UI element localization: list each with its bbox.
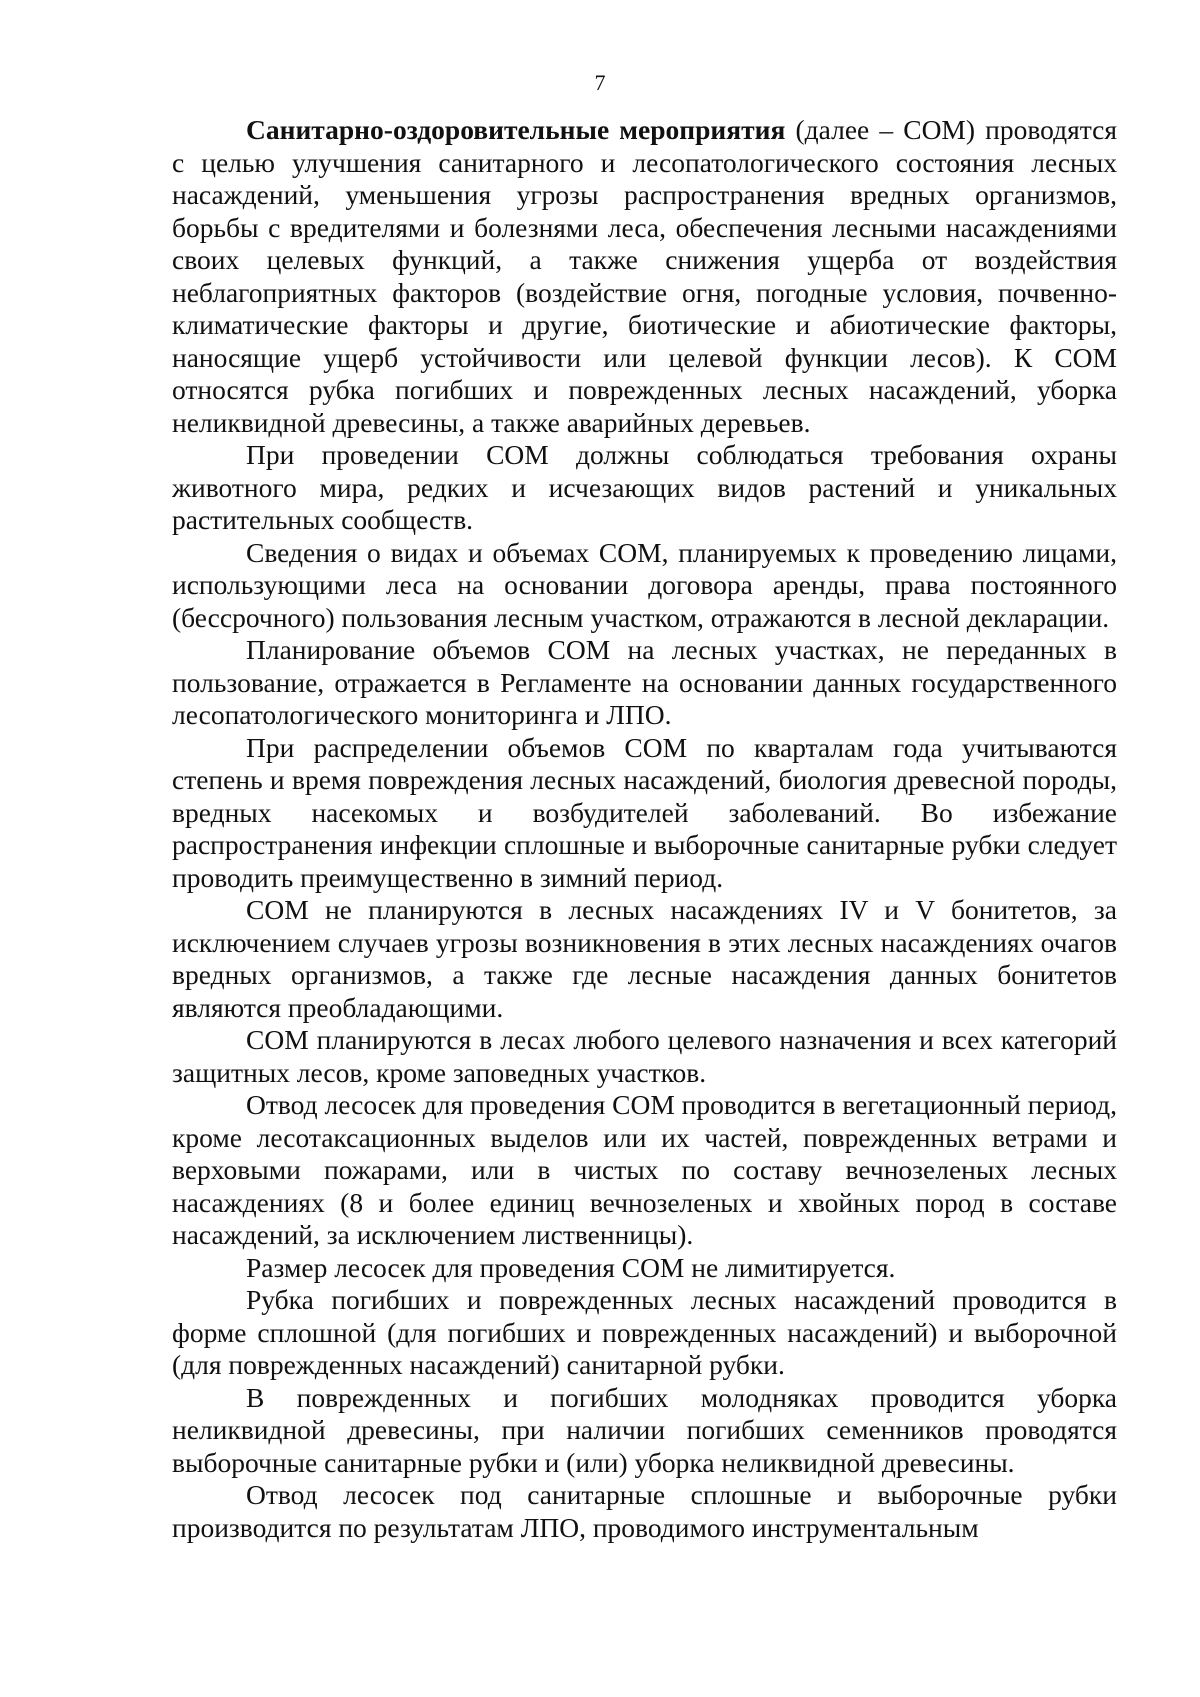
document-body (172, 114, 1117, 1544)
paragraph-planning-volumes: Планирование объемов СОМ на лесных участках, не переданных в пользование, отражается в Регламенте на основании данных государственного лесопатологического мониторинга и ЛПО. (172, 634, 1117, 730)
paragraph-protection-requirements: При проведении СОМ должны соблюдаться требования охраны животного мира, редких и исчезающих видов растений и уникальных растительных сообществ. (172, 439, 1117, 535)
paragraph-felling-form: Рубка погибших и поврежденных лесных насаждений проводится в форме сплошной (для погибших и поврежденных насаждений) и выборочной (для поврежденных насаждений) санитарной рубки. (172, 1284, 1117, 1380)
page-number: 7 (594, 70, 606, 95)
paragraph-quarterly-distribution: При распределении объемов СОМ по кварталам года учитываются степень и время повреждения лесных насаждений, биология древесной породы, вредных насекомых и возбудителей заболеваний. Во избежание распространения инфекции сплошные и выборочные санитарные рубки следует проводить преимущественно в зимний период. (172, 731, 1117, 893)
paragraph-text: (далее – СОМ) проводятся с целью улучшения санитарного и лесопатологического состояния лесных насаждений, уменьшения угрозы распространения вредных организмов, борьбы с вредителями и болезнями леса, обеспечения лесными насаждениями своих целевых функций, а также снижения ущерба от воздействия неблагоприятных факторов (воздействие огня, погодные условия, почвенно-климатические факторы и другие, биотические и абиотические факторы, наносящие ущерб устойчивости или целевой функции лесов). К СОМ относятся рубка погибших и поврежденных лесных насаждений, уборка неликвидной древесины, а также аварийных деревьев. (172, 114, 1117, 438)
paragraph-allotment-period: Отвод лесосек для проведения СОМ проводится в вегетационный период, кроме лесотаксационных выделов или их частей, поврежденных ветрами и верховыми пожарами, или в чистых по составу вечнозеленых лесных насаждениях (8 и более единиц вечнозеленых и хвойных пород в составе насаждений, за исключением лиственницы). (172, 1089, 1117, 1250)
paragraph-area-size: Размер лесосек для проведения СОМ не лимитируется. (246, 1251, 896, 1283)
paragraph-som-definition (172, 114, 1117, 439)
paragraph-forest-categories: СОМ планируются в лесах любого целевого назначения и всех категорий защитных лесов, кроме заповедных участков. (172, 1024, 1117, 1088)
paragraph-lead-term: Санитарно-оздоровительные мероприятия (246, 114, 786, 145)
paragraph-young-stands: В поврежденных и погибших молодняках проводится уборка неликвидной древесины, при наличии погибших семенников проводятся выборочные санитарные рубки и (или) уборка неликвидной древесины. (172, 1381, 1117, 1478)
paragraph-bonitet-exception: СОМ не планируются в лесных насаждениях IV и V бонитетов, за исключением случаев угрозы возникновения в этих лесных насаждениях очагов вредных организмов, а также где лесные насаждения данных бонитетов являются преобладающими. (172, 894, 1117, 1023)
paragraph-declaration-info: Сведения о видах и объемах СОМ, планируемых к проведению лицами, использующими леса на основании договора аренды, права постоянного (бессрочного) пользования лесным участком, отражаются в лесной декларации. (172, 536, 1117, 633)
paragraph-allotment-results: Отвод лесосек под санитарные сплошные и выборочные рубки производится по результатам ЛПО, проводимого инструментальным (172, 1479, 1117, 1543)
